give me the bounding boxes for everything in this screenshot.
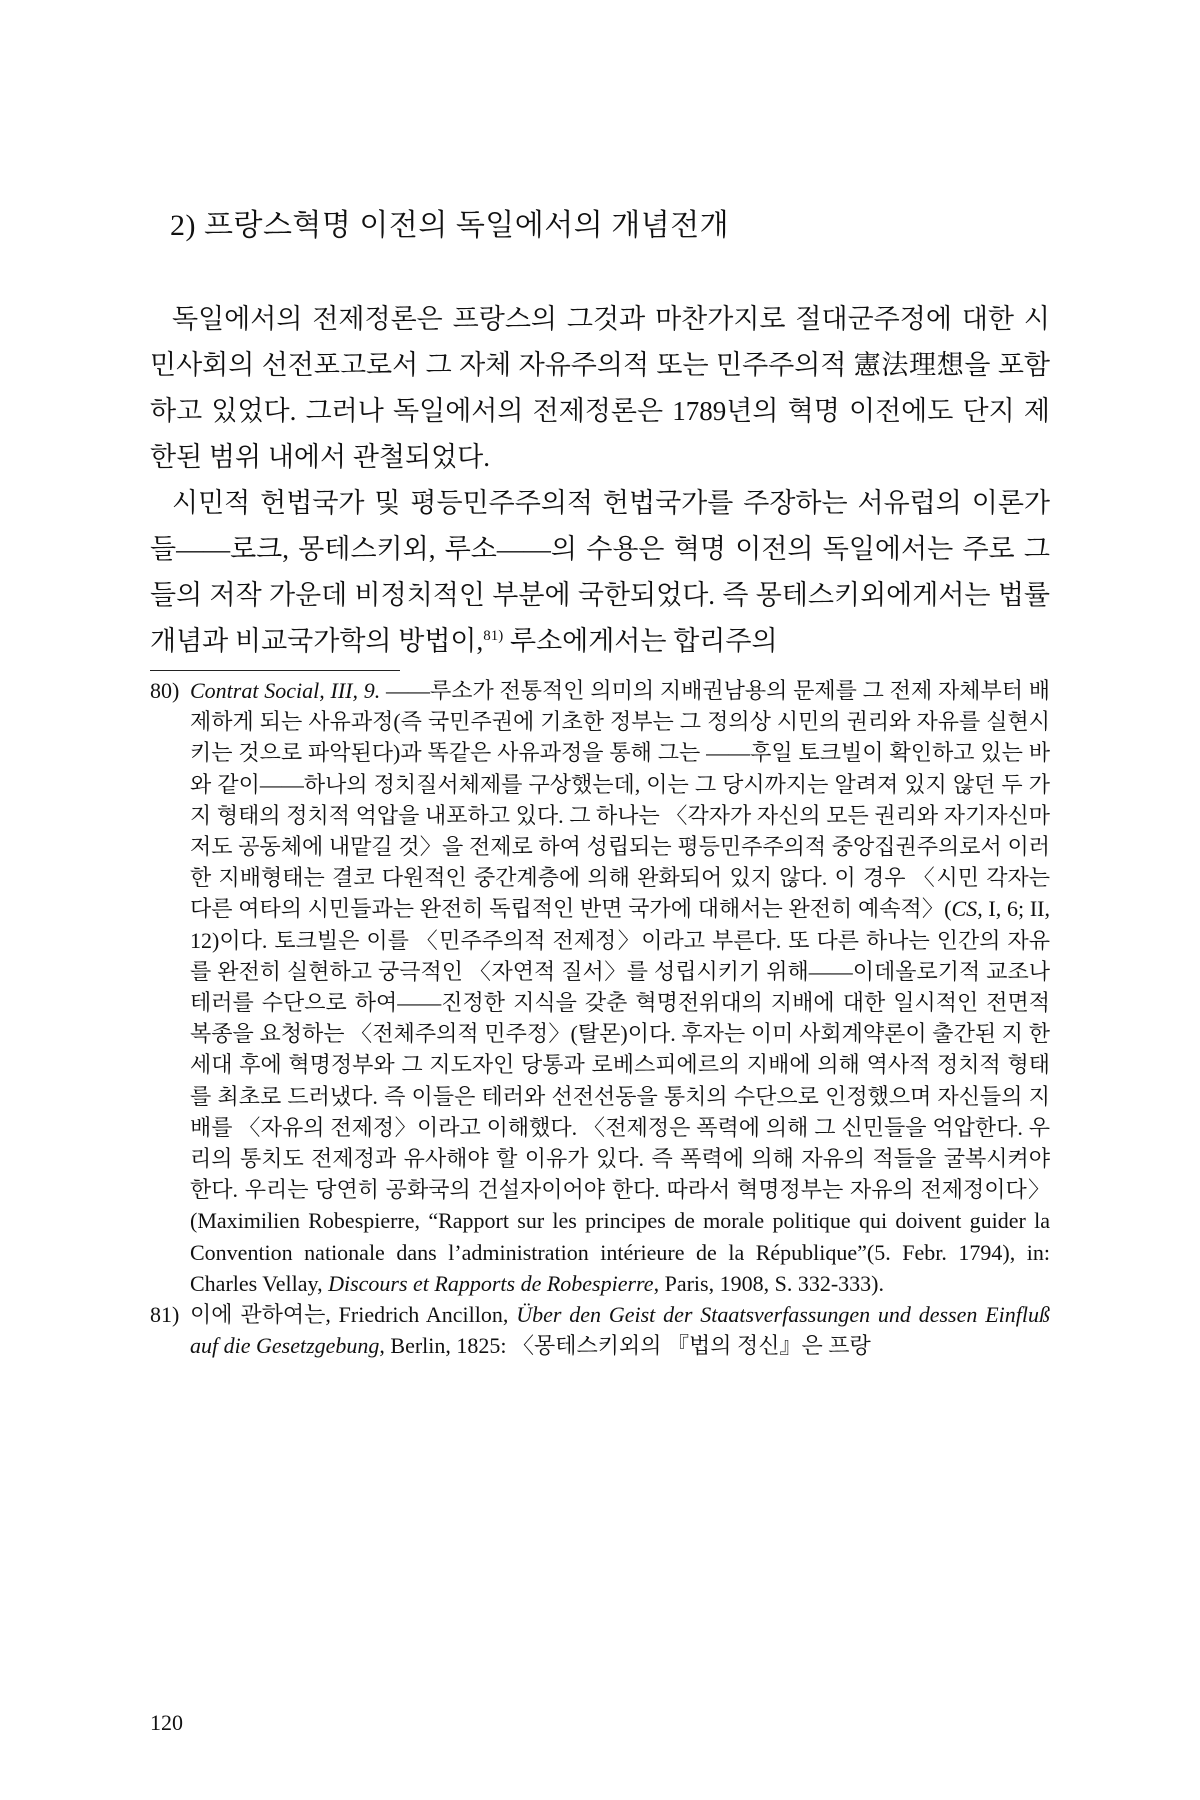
page-content bbox=[150, 200, 1050, 1361]
footnote-text: , Berlin, 1825: 〈몽테스키외의 『법의 정신』은 프랑 bbox=[379, 1333, 871, 1359]
footnote-cite: CS bbox=[951, 896, 978, 922]
footnote-text: 이에 관하여는, Friedrich Ancillon, bbox=[190, 1302, 517, 1328]
paragraph-text-end: 루소에게서는 합리주의 bbox=[503, 626, 778, 656]
paragraph: 독일에서의 전제정론은 프랑스의 그것과 마찬가지로 절대군주정에 대한 시민사회의 선전포고로서 그 자체 자유주의적 또는 민주주의적 憲法理想을 포함하고 있었다. 그러나 독일에서의 전제정론은 1789년의 혁명 이전에도 단지 제한된 범위 내에서 관철되었다. bbox=[150, 304, 1050, 472]
footnote-80 bbox=[150, 675, 1050, 1299]
footnote-text: , Paris, 1908, S. 332-333). bbox=[653, 1270, 884, 1296]
paragraph bbox=[150, 480, 1050, 664]
footnote-number: 80) bbox=[150, 678, 180, 703]
footnote-ref: 81) bbox=[483, 628, 504, 644]
body-text bbox=[150, 296, 1050, 664]
footnote-body bbox=[190, 675, 1050, 1299]
footnote-divider bbox=[150, 670, 400, 671]
footnote-text: , I, 6; II, 12)이다. 토크빌은 이를 〈민주주의적 전제정〉이라고 부른다. 또 다른 하나는 인간의 자유를 완전히 실현하고 궁극적인 〈자연적 질서〉를 성립시키기 위해――이데올로기적 교조나 테러를 수단으로 하여――진정한 지식을 갖춘 혁명전위대의 지배에 대한 일시적인 전면적 복종을 요청하는 〈전체주의적 민주정〉(탈몬)이다. 후자는 이미 사회계약론이 출간된 지 한 세대 후에 혁명정부와 그 지도자인 당통과 로베스피에르의 지배에 의해 역사적 정치적 형태를 최초로 드러냈다. 즉 이들은 테러와 선전선동을 통치의 수단으로 인정했으며 자신들의 지배를 〈자유의 전제정〉이라고 이해했다. 〈전제정은 폭력에 의해 그 신민들을 억압한다. 우리의 통치도 전제정과 유사해야 할 이유가 있다. 즉 폭력에 의해 자유의 적들을 굴복시켜야 한다. 우리는 당연히 공화국의 건설자이어야 한다. 따라서 혁명정부는 자유의 전제정이다〉(Maximilien Robespierre, “Rapport sur les principes de morale politique qui doivent guider la Convention nationale dans l’administration intérieure de la République”(5. Febr. 1794), in: Charles Vellay, bbox=[190, 896, 1050, 1296]
footnote-number: 81) bbox=[150, 1302, 180, 1328]
paragraph-text: 시민적 헌법국가 및 평등민주주의적 헌법국가를 주장하는 서유럽의 이론가들――로크, 몽테스키외, 루소――의 수용은 혁명 이전의 독일에서는 주로 그들의 저작 가운데 비정치적인 부분에 국한되었다. 즉 몽테스키외에게서는 법률개념과 비교국가학의 방법이, bbox=[150, 488, 1050, 656]
page-number: 120 bbox=[150, 1710, 183, 1735]
footnote-body bbox=[190, 1299, 1050, 1361]
footnote-source: Contrat Social, III, 9. bbox=[190, 678, 381, 703]
footnotes bbox=[150, 675, 1050, 1361]
footnote-81 bbox=[150, 1299, 1050, 1361]
section-title: 2) 프랑스혁명 이전의 독일에서의 개념전개 bbox=[170, 209, 730, 242]
footnote-text: ――루소가 전통적인 의미의 지배권남용의 문제를 그 전제 자체부터 배제하게 되는 사유과정(즉 국민주권에 기초한 정부는 그 정의상 시민의 권리와 자유를 실현시키는 것으로 파악된다)과 똑같은 사유과정을 통해 그는 ――후일 토크빌이 확인하고 있는 바와 같이――하나의 정치질서체제를 구상했는데, 이는 그 당시까지는 알려져 있지 않던 두 가지 형태의 정치적 억압을 내포하고 있다. 그 하나는 〈각자가 자신의 모든 권리와 자기자신마저도 공동체에 내맡길 것〉을 전제로 하여 성립되는 평등민주주의적 중앙집권주의로서 이러한 지배형태는 결코 다원적인 중간계층에 의해 완화되어 있지 않다. 이 경우 〈시민 각자는 다른 여타의 시민들과는 완전히 독립적인 반면 국가에 대해서는 완전히 예속적〉( bbox=[190, 678, 1050, 922]
footnote-book-title: Über den Geist der Staatsverfassungen und dessen Einfluß auf die Gesetzgebung bbox=[190, 1302, 1050, 1359]
footnote-book-title: Discours et Rapports de Robespierre bbox=[328, 1270, 654, 1296]
